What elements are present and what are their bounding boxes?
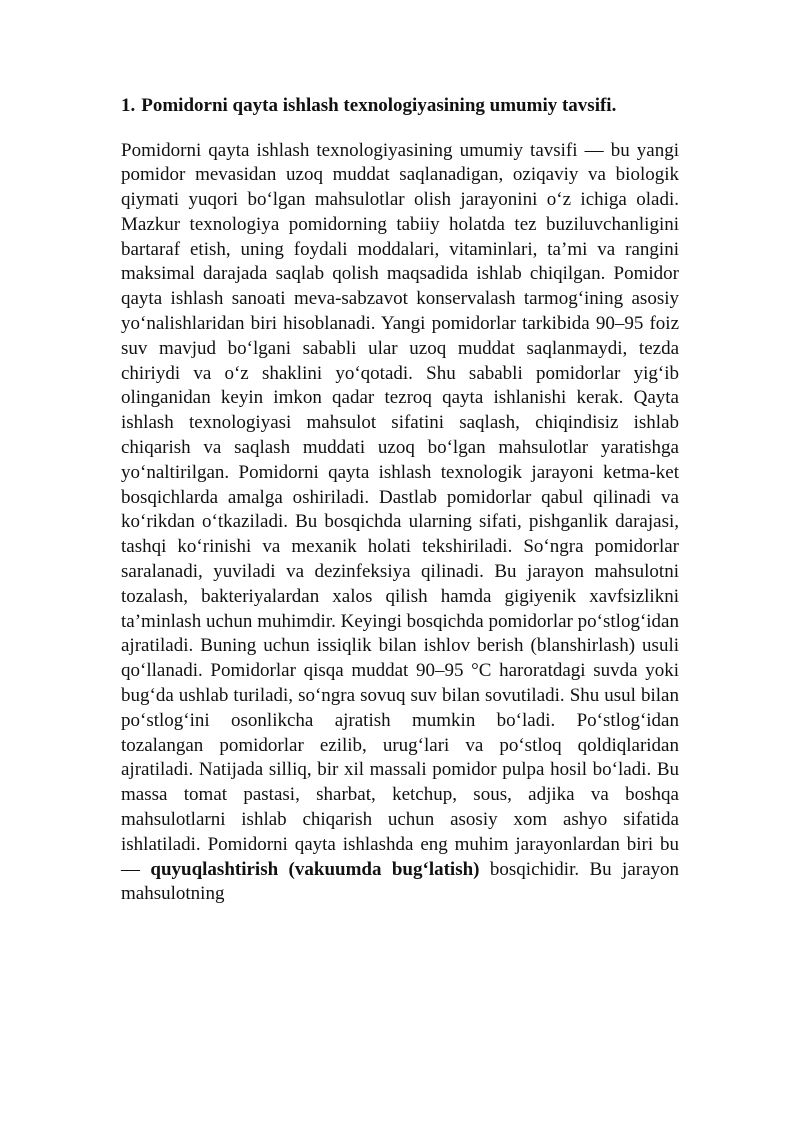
section-heading bbox=[121, 94, 679, 119]
paragraph-text-start: Pomidorni qayta ishlash texnologiyasining umumiy tavsifi — bu yangi pomidor mevasidan uzoq muddat saqlanadigan, oziqaviy va biologik qiymati yuqori bo‘lgan mahsulotlar olish jarayonini o‘z ichiga oladi. Mazkur texnologiya pomidorning tabiiy holatda tez buziluvchanligini bartaraf etish, uning foydali moddalari, vitaminlari, ta’mi va rangini maksimal darajada saqlab qolish maqsadida ishlab chiqilgan. Pomidor qayta ishlash sanoati meva-sabzavot konservalash tarmog‘ining asosiy yo‘nalishlaridan biri hisoblanadi. Yangi pomidorlar tarkibida 90–95 foiz suv mavjud bo‘lgani sababli ular uzoq muddat saqlanmaydi, tezda chiriydi va o‘z shaklini yo‘qotadi. Shu sababli pomidorlar yig‘ib olinganidan keyin imkon qadar tezroq qayta ishlanishi kerak. Qayta ishlash texnologiyasi mahsulot sifatini saqlash, chiqindisiz ishlab chiqarish va saqlash muddati uzoq bo‘lgan mahsulotlar yaratishga yo‘naltirilgan. Pomidorni qayta ishlash texnologik jarayoni ketma-ket bosqichlarda amalga oshiriladi. Dastlab pomidorlar qabul qilinadi va ko‘rikdan o‘tkaziladi. Bu bosqichda ularning sifati, pishganlik darajasi, tashqi ko‘rinishi va mexanik holati tekshiriladi. So‘ngra pomidorlar saralanadi, yuviladi va dezinfeksiya qilinadi. Bu jarayon mahsulotni tozalash, bakteriyalardan xalos qilish hamda gigiyenik xavfsizlikni ta’minlash uchun muhimdir. Keyingi bosqichda pomidorlar po‘stlog‘idan ajratiladi. Buning uchun issiqlik bilan ishlov berish (blanshirlash) usuli qo‘llanadi. Pomidorlar qisqa muddat 90–95 °C haroratdagi suvda yoki bug‘da ushlab turiladi, so‘ngra sovuq suv bilan sovutiladi. Shu usul bilan po‘stlog‘ini osonlikcha ajratish mumkin bo‘ladi. Po‘stlog‘idan tozalangan pomidorlar ezilib, urug‘lari va po‘stloq qoldiqlaridan ajratiladi. Natijada silliq, bir xil massali pomidor pulpa hosil bo‘ladi. Bu massa tomat pastasi, sharbat, ketchup, sous, adjika va boshqa mahsulotlarni ishlab chiqarish uchun asosiy xom ashyo sifatida ishlatiladi. Pomidorni qayta ishlashda eng muhim jarayonlardan biri bu — bbox=[121, 139, 679, 880]
body-paragraph bbox=[121, 139, 679, 908]
paragraph-bold-term: quyuqlashtirish (vakuumda bug‘latish) bbox=[150, 858, 480, 880]
section-title: Pomidorni qayta ishlash texnologiyasining umumiy tavsifi. bbox=[141, 95, 617, 116]
document-page bbox=[121, 94, 679, 907]
section-number: 1. bbox=[121, 95, 136, 116]
paragraph-text-end: bosqichidir. Bu jarayon mahsulotning bbox=[121, 858, 680, 905]
